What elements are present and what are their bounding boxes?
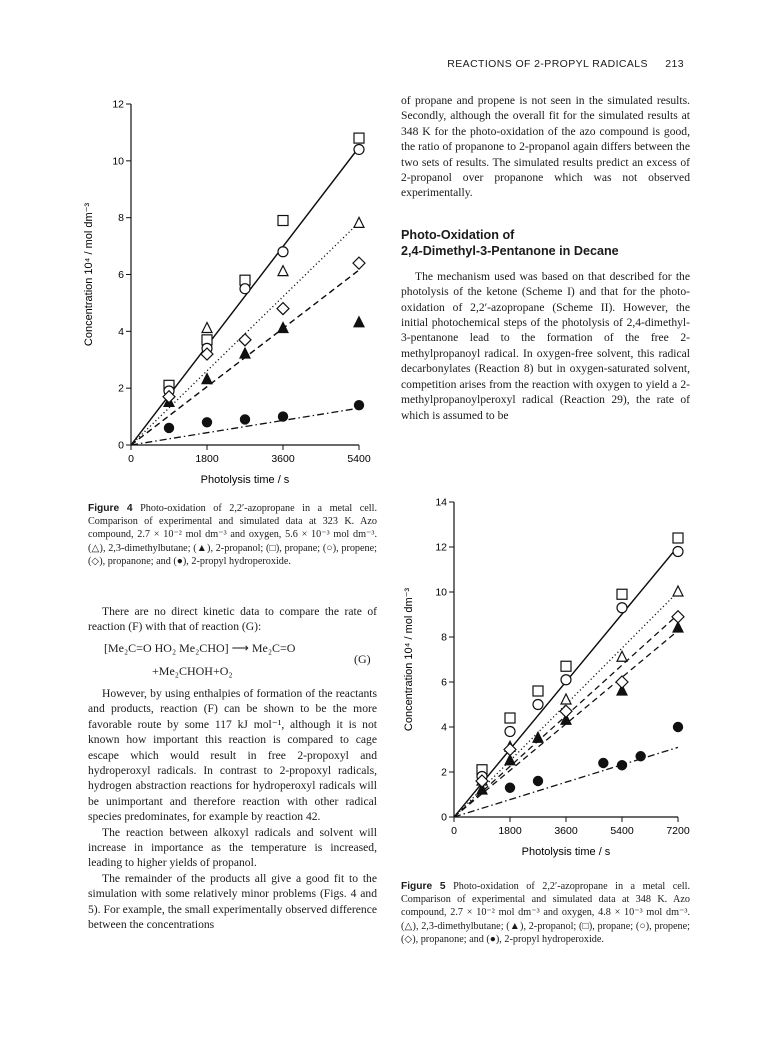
left-para-3: The reaction between alkoxyl radicals and solvent will increase in importance as the temperature is increased, leading to higher yields of propanol. — [88, 825, 377, 870]
x-tick-label: 5400 — [610, 825, 634, 837]
y-tick-label: 0 — [118, 439, 124, 452]
point-2-propyl-hydroperoxide — [354, 401, 363, 410]
right-para-2: The mechanism used was based on that described for the photolysis of the ketone (Scheme I) and that for the photo-oxidation of 2,2′-azopropane (Scheme II). However, the initial photochemical steps of the photolysis of 2,4-dimethyl-3-pentanone lead to the formation of the free 2-methylpropanoyl radical. In oxygen-free solvent, this radical decarbonylates (Reaction 8) but in oxygen-saturated solvent, competition arises from the reaction with oxygen to yield a 2-methylpropanoylperoxyl radical (Reaction 29), the rate of which is assumed to be — [401, 269, 690, 422]
x-tick-label: 3600 — [271, 453, 295, 465]
point-propene — [505, 727, 515, 737]
point-propanone — [353, 257, 365, 269]
point-propane — [354, 133, 364, 143]
point-propene — [673, 547, 683, 557]
point-2-3-dimethylbutane — [673, 586, 683, 596]
x-tick-label: 0 — [451, 825, 457, 837]
point-propene — [354, 144, 364, 154]
point-2-propanol — [240, 348, 250, 358]
point-propene — [533, 700, 543, 710]
y-tick-label: 14 — [435, 496, 447, 509]
y-tick-label: 2 — [118, 382, 124, 395]
point-2-propyl-hydroperoxide — [599, 758, 608, 767]
point-2-3-dimethylbutane — [354, 217, 364, 227]
running-header — [433, 58, 684, 70]
figure-4-chart — [76, 88, 396, 498]
figure-5-caption-text: Photo-oxidation of 2,2′-azopropane in a metal cell. Comparison of experimental and simulated data at 348 K. Azo compound, 2.7 × 10⁻² mol dm⁻³ and oxygen, 4.8 × 10⁻³ mol dm⁻³. (△), 2,3-dimethylbutane; (▲), 2-propanol; (□), propane; (○), propene; (◇), propanone; and (●), 2-propyl hydroperoxide. — [401, 881, 690, 945]
point-propanone — [672, 611, 684, 623]
x-tick-label: 0 — [128, 453, 134, 465]
figure-4-caption-text: Photo-oxidation of 2,2′-azopropane in a metal cell. Comparison of experimental and simulated data at 323 K. Azo compound, 2.7 × 10⁻² mol dm⁻³ and oxygen, 5.6 × 10⁻³ mol dm⁻³. (△), 2,3-dimethylbutane; (▲), 2-propanol; (□), propane; (○), propene; (◇), propanone; and (●), 2-propyl hydroperoxide. — [88, 503, 377, 567]
point-2-propyl-hydroperoxide — [505, 783, 514, 792]
x-tick-label: 5400 — [347, 453, 371, 465]
left-para-4: The remainder of the products all give a good fit to the simulation with some relatively minor problems (Figs. 4 and 5). For example, the small experimentally observed difference between the concentrations — [88, 871, 377, 932]
point-2-propyl-hydroperoxide — [240, 415, 249, 424]
point-2-3-dimethylbutane — [617, 651, 627, 661]
point-propanone — [616, 676, 628, 688]
figure-5-label: Figure 5 — [401, 881, 446, 892]
point-propane — [278, 216, 288, 226]
point-2-propanol — [354, 317, 364, 327]
y-tick-label: 6 — [441, 676, 447, 689]
point-2-propyl-hydroperoxide — [278, 412, 287, 421]
point-2-propyl-hydroperoxide — [202, 418, 211, 427]
x-tick-label: 1800 — [195, 453, 219, 465]
figure-4-caption — [88, 502, 377, 568]
point-propane — [673, 533, 683, 543]
figure-5-caption — [401, 880, 690, 946]
section-heading-line-2: 2,4-Dimethyl-3-Pentanone in Decane — [401, 243, 619, 258]
point-propane — [561, 661, 571, 671]
point-propene — [617, 603, 627, 613]
point-2-3-dimethylbutane — [561, 694, 571, 704]
left-column-cont — [88, 686, 377, 933]
point-propane — [533, 686, 543, 696]
y-axis-label: Concentration 10⁴ / mol dm⁻³ — [403, 587, 415, 732]
point-propene — [240, 284, 250, 294]
x-tick-label: 7200 — [666, 825, 690, 837]
figure-4-label: Figure 4 — [88, 503, 133, 514]
figure-5-chart — [396, 488, 704, 868]
y-tick-label: 12 — [435, 541, 447, 554]
y-tick-label: 10 — [435, 586, 447, 599]
point-propene — [278, 247, 288, 257]
y-tick-label: 8 — [441, 631, 447, 644]
point-propane — [505, 713, 515, 723]
equation-line-1: [Me₂C=O HO₂ Me₂CHO] ⟶ Me₂C=O — [104, 641, 296, 655]
y-tick-label: 0 — [441, 811, 447, 824]
right-para-1: of propane and propene is not seen in the simulated results. Secondly, although the overall fit for the simulated results at 348 K for the photo-oxidation of the azo compound is good, the ratio of propanone to 2-propanol again differs between the two sets of results. The simulated results predict an excess of 2-propanol over propanone which was not observed experimentally. — [401, 94, 690, 200]
page-number: 213 — [665, 58, 684, 70]
y-tick-label: 2 — [441, 766, 447, 779]
point-2-propyl-hydroperoxide — [636, 752, 645, 761]
point-2-propanol — [202, 374, 212, 384]
left-para-2: However, by using enthalpies of formation of the reactants and products, reaction (F) can be shown to be the more favorable route by some 117 kJ mol⁻¹, although it is not known how important this reaction is compared to cage escape which would result in free 2-propoxyl and hydroperoxyl radicals. In contrast to 2-propoxyl radicals, hydrogen abstraction reactions for hydroperoxyl radicals will be unimportant and therefore reaction with other radical species predominates, for example by reaction 42. — [88, 687, 377, 824]
point-2-3-dimethylbutane — [202, 322, 212, 332]
y-tick-label: 8 — [118, 212, 124, 225]
point-2-propyl-hydroperoxide — [164, 423, 173, 432]
equation-line-2: +Me₂CHOH+O₂ — [152, 664, 233, 678]
point-propene — [561, 675, 571, 685]
y-tick-label: 4 — [441, 721, 447, 734]
point-2-propyl-hydroperoxide — [617, 761, 626, 770]
right-column — [401, 93, 690, 423]
point-2-propyl-hydroperoxide — [673, 722, 682, 731]
point-2-propanol — [278, 322, 288, 332]
section-heading-line-1: Photo-Oxidation of — [401, 227, 515, 242]
x-tick-label: 3600 — [554, 825, 578, 837]
x-axis-label: Photolysis time / s — [521, 846, 611, 858]
y-tick-label: 6 — [118, 269, 124, 281]
point-propanone — [277, 303, 289, 315]
left-column — [88, 604, 377, 635]
point-propane — [617, 589, 627, 599]
point-propanone — [239, 334, 251, 346]
point-2-propyl-hydroperoxide — [533, 776, 542, 785]
point-propanone — [560, 705, 572, 717]
point-2-3-dimethylbutane — [278, 266, 288, 276]
equation-label: (G) — [354, 652, 371, 666]
running-title: REACTIONS OF 2-PROPYL RADICALS — [447, 58, 648, 70]
y-tick-label: 12 — [112, 98, 124, 111]
y-tick-label: 10 — [112, 155, 124, 168]
left-para-1: There are no direct kinetic data to compare the rate of reaction (F) with that of reaction (G): — [88, 605, 377, 634]
x-axis-label: Photolysis time / s — [200, 474, 290, 486]
point-2-propanol — [533, 732, 543, 742]
x-tick-label: 1800 — [498, 825, 522, 837]
y-axis-label: Concentration 10⁴ / mol dm⁻³ — [83, 202, 95, 347]
y-tick-label: 4 — [118, 325, 124, 338]
